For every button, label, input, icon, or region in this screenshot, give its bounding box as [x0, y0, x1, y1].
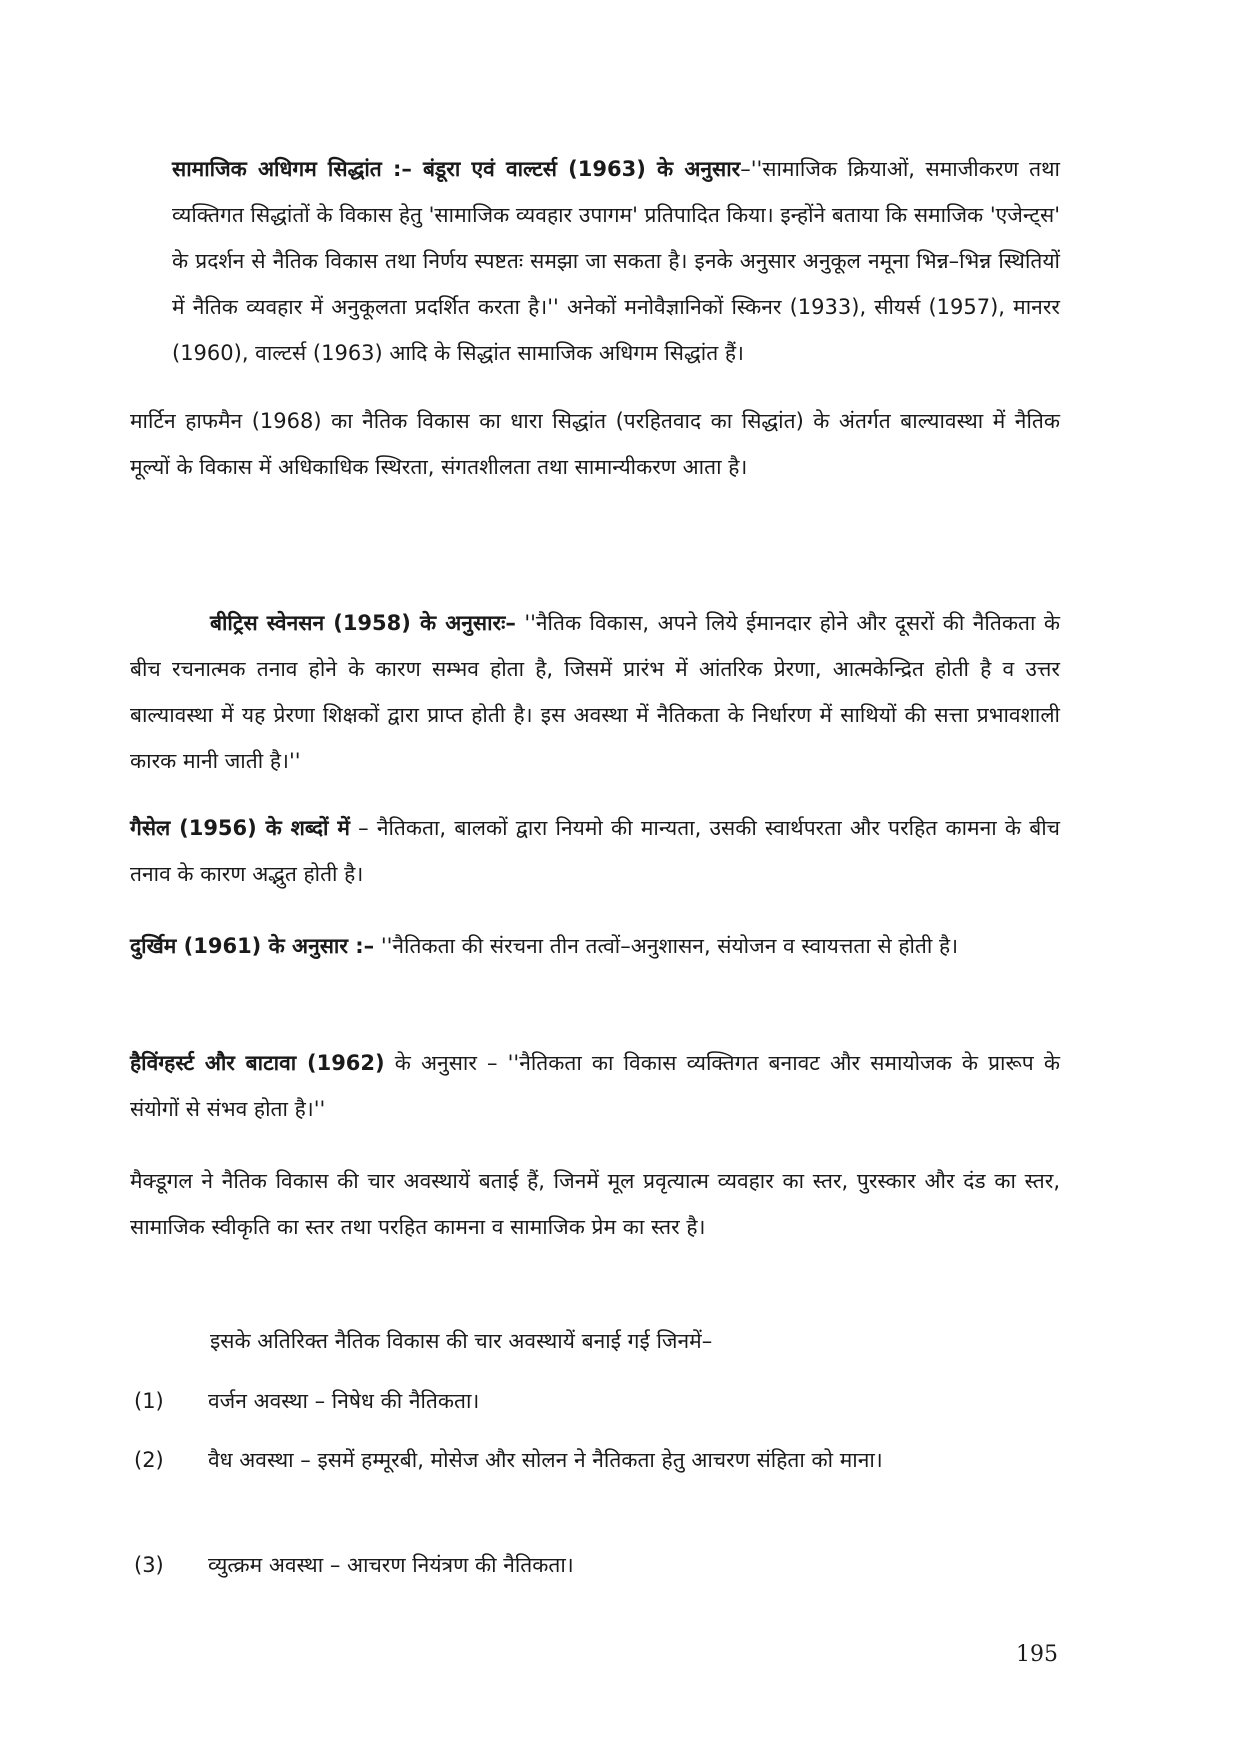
paragraph-swenson: [130, 600, 1060, 784]
paragraph-text: मैक्डूगल ने नैतिक विकास की चार अवस्थायें बताई हैं, जिनमें मूल प्रवृत्यात्म व्यवहार का स्तर, पुरस्कार और दंड का स्तर, सामाजिक स्वीकृति का स्तर तथा परहित कामना व सामाजिक प्रेम का स्तर है।: [130, 1169, 1060, 1239]
paragraph-text: –''सामाजिक क्रियाओं, समाजीकरण तथा व्यक्तिगत सिद्धांतों के विकास हेतु 'सामाजिक व्यवहार उपागम' प्रतिपादित किया। इन्होंने बताया कि समाजिक 'एजेन्ट्स' के प्रदर्शन से नैतिक विकास तथा निर्णय स्पष्टतः समझा जा सकता है। इनके अनुसार अनुकूल नमूना भिन्न–भिन्न स्थितियों में नैतिक व्यवहार में अनुकूलता प्रदर्शित करता है।'' अनेकों मनोवैज्ञानिकों स्किनर (1933), सीयर्स (1957), मानरर (1960), वाल्टर्स (1963) आदि के सिद्धांत सामाजिक अधिगम सिद्धांत हैं।: [172, 157, 1060, 365]
list-text: व्युत्क्रम अवस्था – आचरण नियंत्रण की नैतिकता।: [208, 1553, 574, 1577]
paragraph-text: ''नैतिक विकास, अपने लिये ईमानदार होने और दूसरों की नैतिकता के बीच रचनात्मक तनाव होने के कारण सम्भव होता है, जिसमें प्रारंभ में आंतरिक प्रेरणा, आत्मकेन्द्रित होती है व उत्तर बाल्यावस्था में यह प्रेरणा शिक्षकों द्वारा प्राप्त होती है। इस अवस्था में नैतिकता के निर्धारण में साथियों की सत्ता प्रभावशाली कारक मानी जाती है।'': [130, 611, 1060, 773]
paragraph-hoffman: [130, 398, 1060, 490]
list-text: वर्जन अवस्था – निषेध की नैतिकता।: [208, 1389, 480, 1413]
list-text: वैध अवस्था – इसमें हम्मूरबी, मोसेज और सोलन ने नैतिकता हेतु आचरण संहिता को माना।: [208, 1448, 883, 1472]
paragraph-text: के अनुसार – ''नैतिकता का विकास व्यक्तिगत बनावट और समायोजक के प्रारूप के संयोगों से संभव होता है।'': [130, 1051, 1060, 1121]
paragraph-heading: बीट्रिस स्वेनसन (1958) के अनुसारः–: [210, 611, 516, 635]
page-number: 195: [1016, 1642, 1058, 1667]
list-number: (2): [134, 1448, 164, 1472]
paragraph-durkheim: [130, 923, 1060, 969]
paragraph-text: ''नैतिकता की संरचना तीन तत्वों–अनुशासन, संयोजन व स्वायत्तता से होती है।: [374, 934, 959, 958]
paragraph-text: मार्टिन हाफमैन (1968) का नैतिक विकास का धारा सिद्धांत (परहितवाद का सिद्धांत) के अंतर्गत बाल्यावस्था में नैतिक मूल्यों के विकास में अधिकाधिक स्थिरता, संगतशीलता तथा सामान्यीकरण आता है।: [130, 409, 1060, 479]
paragraph-gesell: [130, 805, 1060, 897]
paragraph-text: – नैतिकता, बालकों द्वारा नियमो की मान्यता, उसकी स्वार्थपरता और परहित कामना के बीच तनाव के कारण अद्भुत होती है।: [130, 816, 1060, 886]
list-item: [130, 1437, 1060, 1529]
paragraph-stages-intro: [130, 1318, 1060, 1364]
list-item: [130, 1542, 1060, 1588]
paragraph-heading: हैविंग्हर्स्ट और बाटावा (1962): [130, 1051, 385, 1075]
paragraph-heading: सामाजिक अधिगम सिद्धांत :– बंडूरा एवं वाल्टर्स (1963) के अनुसार: [172, 157, 741, 181]
paragraph-havighurst: [130, 1040, 1060, 1132]
paragraph-heading: दुर्खिम (1961) के अनुसार :–: [130, 934, 375, 958]
paragraph-text: इसके अतिरिक्त नैतिक विकास की चार अवस्थायें बनाई गई जिनमें–: [210, 1329, 713, 1353]
paragraph-heading: गैसेल (1956) के शब्दों में: [130, 816, 350, 840]
list-item: [130, 1378, 1060, 1424]
list-number: (3): [134, 1553, 164, 1577]
list-number: (1): [134, 1389, 164, 1413]
paragraph-social-learning-theory: [172, 146, 1060, 376]
paragraph-mcdougall: [130, 1158, 1060, 1250]
